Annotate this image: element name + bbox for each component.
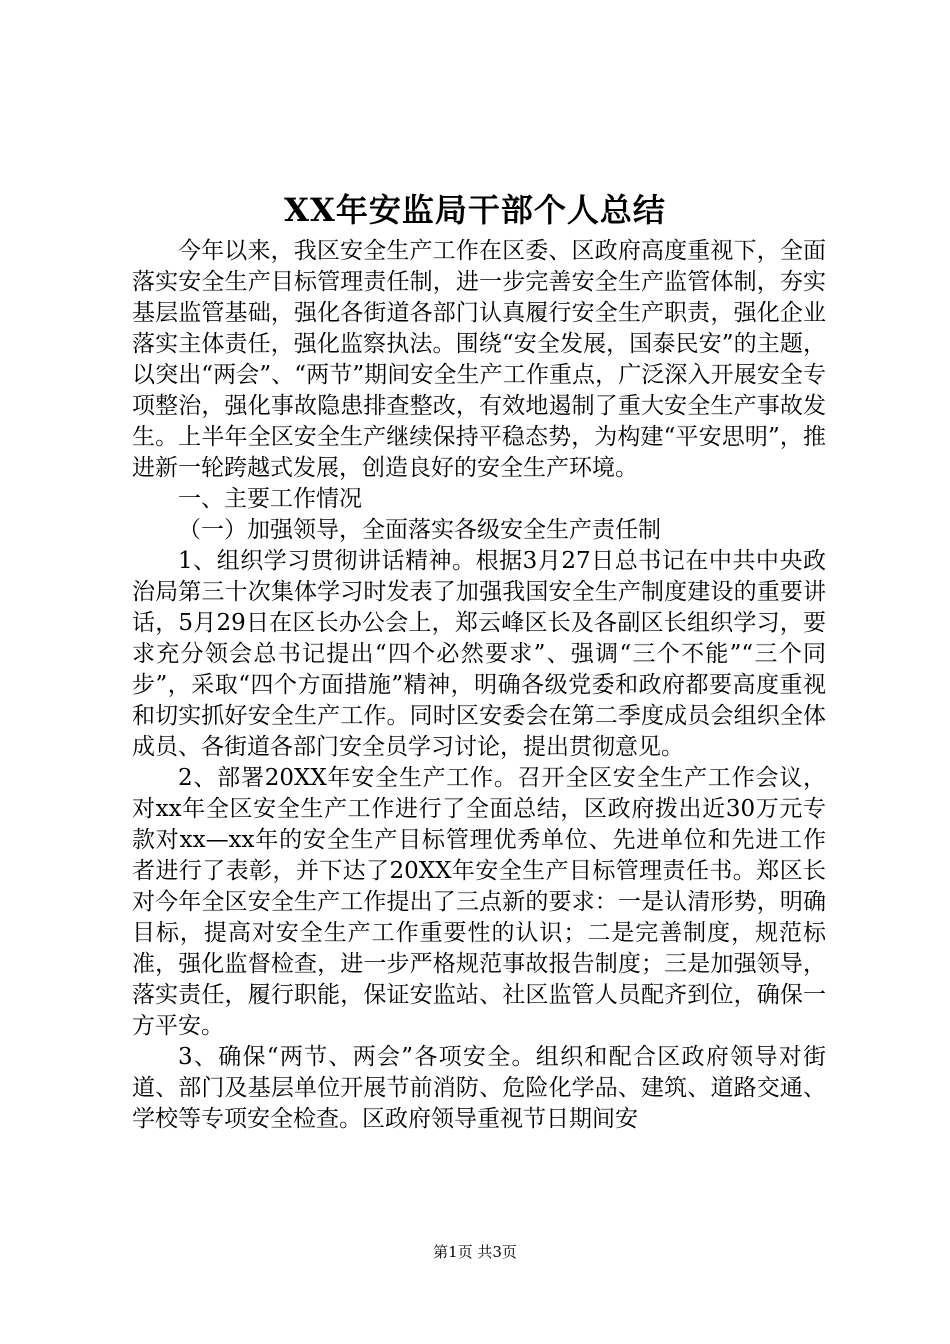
document-title: XX年安监局干部个人总结 [284, 191, 666, 229]
paragraph-intro: 今年以来，我区安全生产工作在区委、区政府高度重视下，全面落实安全生产目标管理责任制，进一步完善安全生产监管体制，夯实基层监管基础，强化各街道各部门认真履行安全生产职责，强化企业落实主体责任，强化监察执法。围绕“安全发展，国泰民安”的主题，以突出“两会”、“两节”期间安全生产工作重点，广泛深入开展安全专项整治，强化事故隐患排查整改，有效地遏制了重大安全生产事故发生。上半年全区安全生产继续保持平稳态势，为构建“平安思明”，推进新一轮跨越式发展，创造良好的安全生产环境。 [132, 238, 826, 481]
subsection-heading-leadership: （一）加强领导，全面落实各级安全生产责任制 [178, 517, 661, 543]
section-heading-main-work: 一、主要工作情况 [178, 486, 362, 512]
page-footer: 第1页 共3页 [433, 1243, 517, 1261]
paragraph-item-2: 2、部署20XX年安全生产工作。召开全区安全生产工作会议，对xx年全区安全生产工作进行了全面总结，区政府拨出近30万元专款对xx—xx年的安全生产目标管理优秀单位、先进单位和先进工作者进行了表彰，并下达了20XX年安全生产目标管理责任书。郑区长对今年全区安全生产工作提出了三点新的要求：一是认清形势，明确目标，提高对安全生产工作重要性的认识；二是完善制度，规范标准，强化监督检查，进一步严格规范事故报告制度；三是加强领导，落实责任，履行职能，保证安监站、社区监管人员配齐到位，确保一方平安。 [132, 765, 826, 1039]
document-body [132, 236, 826, 1135]
paragraph-item-3: 3、确保“两节、两会”各项安全。组织和配合区政府领导对街道、部门及基层单位开展节前消防、危险化学品、建筑、道路交通、学校等专项安全检查。区政府领导重视节日期间安 [132, 1044, 826, 1132]
paragraph-item-1: 1、组织学习贯彻讲话精神。根据3月27日总书记在中共中央政治局第三十次集体学习时发表了加强我国安全生产制度建设的重要讲话，5月29日在区长办公会上，郑云峰区长及各副区长组织学习，要求充分领会总书记提出“四个必然要求”、强调“三个不能”“三个同步”，采取“四个方面措施”精神，明确各级党委和政府都要高度重视和切实抓好安全生产工作。同时区安委会在第二季度成员会组织全体成员、各街道各部门安全员学习讨论，提出贯彻意见。 [132, 548, 826, 760]
